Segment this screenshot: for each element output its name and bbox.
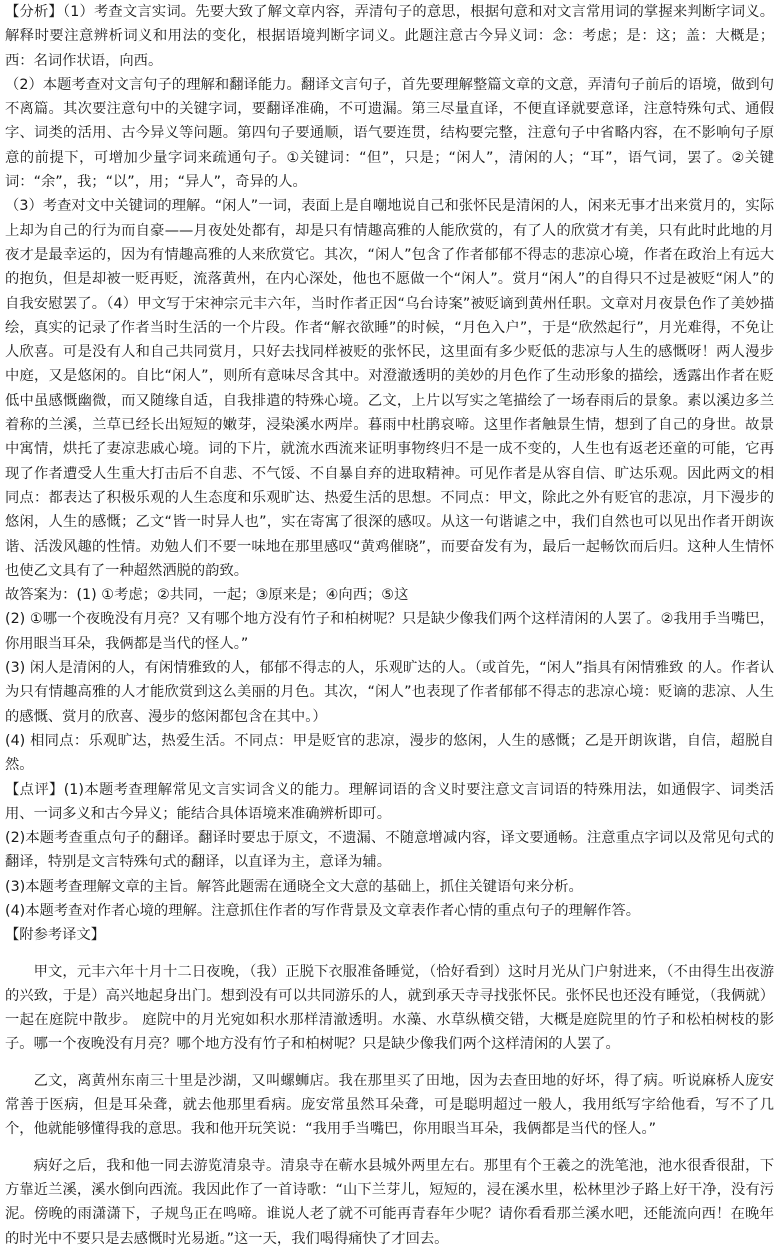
analysis-paragraph-1: 【分析】（1）考查文言实词。先要大致了解文章内容，弄清句子的意思，根据句意和对文言常用词的掌握来判断字词义。解释时要注意辨析词义和用法的变化，根据语境判断字词义。此题注意古今异义词：念：考虑；是：这；盖：大概是；西：名词作状语，向西。 <box>5 4 774 69</box>
translation-paragraph-1: 甲文，元丰六年十月十二日夜晚，（我）正脱下衣服准备睡觉，（恰好看到）这时月光从门户射进来，（不由得生出夜游的兴致，于是）高兴地起身出门。想到没有可以共同游乐的人，就到承天寺寻找张怀民。张怀民也还没有睡觉，（我俩就）一起在庭院中散步。 庭院中的月光宛如积水那样清澈透明。水藻、水草纵横交错，大概是庭院里的竹子和松柏树枝的影子。哪一个夜晚没有月亮？哪个地方没有竹子和柏树呢？只是缺少像我们两个这样清闲的人罢了。 <box>5 963 774 1053</box>
comment-3: (3)本题考查理解文章的主旨。解答此题需在通晓全文大意的基础上，抓住关键语句来分析。 <box>5 878 583 895</box>
comment-4: (4)本题考查对作者心境的理解。注意抓住作者的写作背景及文章表作者心情的重点句子的理解作答。 <box>5 902 641 919</box>
analysis-label: 【分析】 <box>5 4 63 20</box>
translation-paragraph-3: 病好之后，我和他一同去游览清泉寺。清泉寺在蕲水县城外两里左右。那里有个王羲之的洗笔池，池水很香很甜，下方靠近兰溪，溪水倒向西流。我因此作了一首诗歌：“山下兰芽儿，短短的，浸在溪水里，松林里沙子路上好干净，没有污泥。傍晚的雨潇潇下，子规鸟正在鸣啼。谁说人老了就不可能再青春年少呢？请你看看那兰溪水吧，还能流向西！在晚年的时光中不要只是去感慨时光易逝。”这一天，我们喝得痛快了才回去。 <box>5 1157 774 1247</box>
answer-1: 故答案为：(1) ①考虑；②共同，一起；③原来是；④向西；⑤这 <box>5 587 409 604</box>
analysis-paragraph-2: （2）本题考查对文言句子的理解和翻译能力。翻译文言句子，首先要理解整篇文章的文意，弄清句子前后的语境，做到句不离篇。其次要注意句中的关键字词，要翻译准确，不可遗漏。第三尽量直译，不便直译就要意译，注意特殊句式、通假字、词类的活用、古今异义等问题。第四句子要通顺，语气要连贯，结构要完整，注意句子中省略内容，在不影响句子原意的前提下，可增加少量字词来疏通句子。①关键词：“但”，只是；“闲人”，清闲的人；“耳”，语气词，罢了。②关键词：“余”，我；“以”，用；“异人”，奇异的人。 <box>5 76 774 191</box>
answer-2: (2) ①哪一个夜晚没有月亮？又有哪个地方没有竹子和柏树呢？只是缺少像我们两个这样清闲的人罢了。②我用手当嘴巴，你用眼当耳朵，我俩都是当代的怪人。” <box>5 611 774 652</box>
translation-label: 【附参考译文】 <box>5 927 106 944</box>
comment-1: 【点评】(1)本题考查理解常见文言实词含义的能力。理解词语的含义时要注意文言词语的特殊用法，如通假字、词类活用、一词多义和古今异义；能结合具体语境来准确辨析即可。 <box>5 781 774 822</box>
analysis-paragraph-3: （3）考查对文中关键词的理解。“闲人”一词，表面上是自嘲地说自己和张怀民是清闲的人，闲来无事才出来赏月的，实际上却为自己的行为而自豪——月夜处处都有，却是只有情趣高雅的人能欣赏的，有了人的欣赏才有美，只有此时此地的月夜才是最幸运的，因为有情趣高雅的人来欣赏它。其次，“闲人”包含了作者郁郁不得志的悲凉心境，作者在政治上有远大的抱负，但是却被一贬再贬，流落黄州，在内心深处，他也不愿做一个“闲人”。赏月“闲人”的自得只不过是被贬“闲人”的自我安慰罢了。（4）甲文写于宋神宗元丰六年，当时作者正因“乌台诗案”被贬谪到黄州任职。文章对月夜景色作了美妙描绘，真实的记录了作者当时生活的一个片段。作者“解衣欲睡”的时候，“月色入户”，于是“欣然起行”，月光难得，不免让人欣喜。可是没有人和自己共同赏月，只好去找同样被贬的张怀民，这里面有多少贬低的悲凉与人生的感慨呀！两人漫步中庭，又是悠闲的。自比“闲人”，则所有意味尽含其中。对澄澈透明的美妙的月色作了生动形象的描绘，透露出作者在贬低中虽感慨幽微，而又随缘自适，自我排遣的特殊心境。乙文，上片以写实之笔描绘了一场春雨后的景象。素以溪边多兰着称的兰溪，兰草已经长出短短的嫩芽，浸染溪水两岸。暮雨中杜鹃哀啼。这里作者触景生情，想到了自己的身世。故景中寓情，烘托了妻凉悲戚心境。词的下片，就流水西流来证明事物终归不是一成不变的，人生也有返老还童的可能，它再现了作者遭受人生重大打击后不自悲、不气馁、不自暴自弃的进取精神。可见作者是从容自信、旷达乐观。因此两文的相同点：都表达了积极乐观的人生态度和乐观旷达、热爱生活的思想。不同点：甲文，除此之外有贬官的悲凉，月下漫步的悠闲，人生的感慨；乙文“皆一时异人也”，实在寄寓了很深的感叹。从这一句谐谑之中，我们自然也可以见出作者开朗诙谐、活泼风趣的性情。劝勉人们不要一味地在那里感叹“黄鸡催晓”，而要奋发有为，最后一起畅饮而后归。这种人生情怀也使乙文具有了一种超然洒脱的韵致。 <box>5 198 774 579</box>
answer-3: (3) 闲人是清闲的人，有闲情雅致的人，郁郁不得志的人，乐观旷达的人。（或首先，“闲人”指具有闲情雅致 的人。作者认为只有情趣高雅的人才能欣赏到这么美丽的月色。其次，“闲人”也表现了作者郁郁不得志的悲凉心境：贬谪的悲凉、人生的感慨、赏月的欣喜、漫步的悠闲都包含在其中。） <box>5 660 774 725</box>
answer-4: (4) 相同点：乐观旷达，热爱生活。不同点：甲是贬官的悲凉，漫步的悠闲，人生的感慨；乙是开朗诙谐，自信，超脱自然。 <box>5 732 774 774</box>
comment-2: (2)本题考查重点句子的翻译。翻译时要忠于原文，不遗漏、不随意增减内容，译文要通畅。注意重点字词以及常见句式的翻译，特别是文言特殊句式的翻译，以直译为主，意译为辅。 <box>5 830 774 871</box>
translation-paragraph-2: 乙文，离黄州东南三十里是沙湖，又叫螺蛳店。我在那里买了田地，因为去查田地的好坏，得了病。听说麻桥人庞安常善于医病，但是耳朵聋，就去他那里看病。庞安常虽然耳朵聋，可是聪明超过一般人，我用纸写字给他看，写不了几个，他就能够懂得我的意思。我和他开玩笑说：“我用手当嘴巴，你用眼当耳朵，我俩都是当代的怪人。” <box>5 1072 774 1138</box>
